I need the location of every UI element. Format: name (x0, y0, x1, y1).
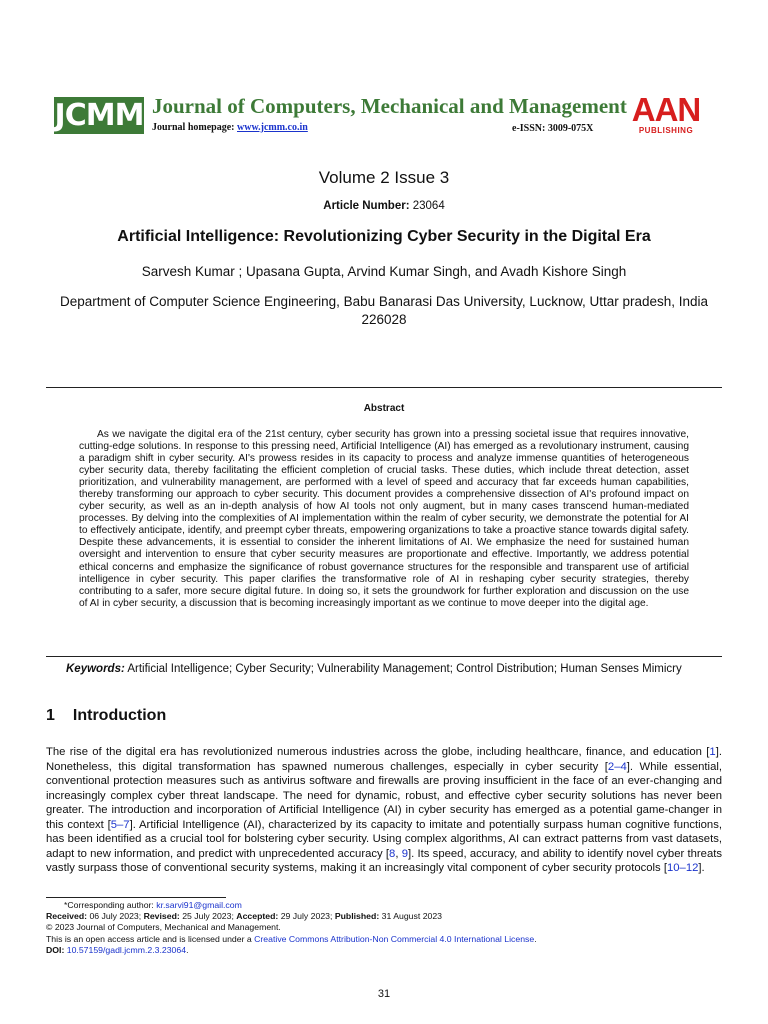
keywords-text: Artificial Intelligence; Cyber Security; Vulnerability Management; Control Distribution; Human Senses Mimicry (127, 663, 682, 675)
doi-label: DOI: (46, 944, 65, 955)
accepted-label: Accepted: (236, 911, 279, 922)
footnote-rule (46, 897, 226, 898)
abstract-text: As we navigate the digital era of the 21st century, cyber security has grown into a pressing societal issue that requires innovative, cutting-edge solutions. In response to this pressing need, Artificial Intelligence (AI) has emerged as a revolutionary instrument, causing a paradigm shift in cyber security. AI's prowess resides in its capacity to process and analyze immense quantities of heterogeneous cyber security data, thereby facilitating the efficient completion of crucial tasks. These duties, which include threat detection, asset prioritization, and vulnerability management, are performed with a level of speed and accuracy that far exceeds human capabilities, thereby transforming our approach to cyber security. This document provides a comprehensive dissection of AI's profound impact on cyber security, as well as an in-depth analysis of how AI tools not only augment, but in many cases transcend human-mediated processes. By delving into the complexities of AI implementation within the realm of cyber security, we demonstrate the potential for AI to effectively anticipate, identify, and preempt cyber threats, empowering organizations to take a proactive stance towards digital safety. Despite these advancements, it is essential to consider the inherent limitations of AI. We emphasize the need for sustained human oversight and intervention to ensure that cyber security measures are proportionate and effective. Importantly, we address potential ethical concerns and emphasize the significance of robust governance structures for the responsible and transparent use of artificial intelligence in cyber security. This paper clarifies the transformative role of AI in reshaping cyber security strategies, thereby contributing to a safer, more secure digital future. In doing so, it sets the groundwork for further exploration and discussion on the use of AI in cyber security, a discussion that is becoming increasingly important as we continue to move deeper into the digital age. (79, 429, 689, 609)
journal-title: Journal of Computers, Mechanical and Management (152, 94, 627, 118)
citation-link[interactable]: 8 (389, 847, 396, 860)
citation-link[interactable]: 2–4 (607, 760, 627, 773)
publisher-logo (626, 91, 706, 135)
doi-end: . (186, 944, 189, 955)
intro-text: ]. Artificial Intelligence (AI), characterized by its capacity to imitate and potentially surpass human cognitive functions, has been identified as a crucial tool for bolstering cyber security. Using complex algorithms, AI can extract patterns from vast datasets, adapt to new information, and predict with unprecedented accuracy [ (46, 818, 722, 860)
license-end: . (534, 933, 537, 944)
eissn: e-ISSN: 3009-075X (512, 123, 594, 134)
corresponding-email-link[interactable]: kr.sarvi91@gmail.com (156, 900, 242, 910)
footnotes (46, 900, 722, 956)
article-number-label: Article Number: (323, 200, 410, 212)
affiliation: Department of Computer Science Engineering, Babu Banarasi Das University, Lucknow, Uttar pradesh, India 226028 (59, 294, 709, 327)
article-number-value: 23064 (412, 200, 445, 212)
page-number: 31 (377, 988, 391, 1000)
doi-link[interactable]: 10.57159/gadl.jcmm.2.3.23064 (64, 944, 187, 955)
section-title: Introduction (72, 707, 167, 724)
homepage-link[interactable]: www.jcmm.co.in (237, 122, 308, 133)
homepage-label: Journal homepage: (152, 122, 237, 133)
corresponding-author (46, 900, 722, 911)
author-list: Sarvesh Kumar ; Upasana Gupta, Arvind Kumar Singh, and Avadh Kishore Singh (141, 264, 627, 279)
citation-link[interactable]: 5–7 (110, 818, 130, 831)
received-date: 06 July 2023; (87, 911, 144, 922)
article-title: Artificial Intelligence: Revolutionizing Cyber Security in the Digital Era (117, 228, 651, 245)
corresponding-author-label: *Corresponding author: (64, 900, 157, 910)
citation-link[interactable]: 10–12 (666, 862, 699, 874)
introduction-paragraph (46, 745, 722, 876)
intro-text: ]. (698, 862, 705, 874)
copyright: © 2023 Journal of Computers, Mechanical and Management. (46, 922, 281, 933)
section-number: 1 (46, 707, 55, 724)
keywords-label: Keywords: (66, 663, 125, 675)
citation-link[interactable]: 1 (709, 746, 716, 758)
intro-text: ]. While essential, conventional protection measures such as antivirus software and firewalls are proving insufficient in the face of an ever-changing and increasingly complex cyber threat landscape. The need for dynamic, robust, and effective cyber security solutions has never been greater. The introduction and incorporation of Artificial Intelligence (AI) in cyber security has emerged as a potential game-changer in this context [ (46, 760, 722, 831)
license-text: This is an open access article and is licensed under a (46, 933, 255, 944)
abstract-heading: Abstract (363, 403, 405, 414)
published-date: 31 August 2023 (379, 911, 443, 922)
intro-text: The rise of the digital era has revolutionized numerous industries across the globe, including healthcare, finance, and education [ (46, 746, 710, 758)
accepted-date: 29 July 2023; (278, 911, 335, 922)
revised-date: 25 July 2023; (179, 911, 237, 922)
article-number (0, 200, 768, 212)
intro-text: ]. Nonetheless, this digital transformation has spawned numerous challenges, especially in cyber security [ (46, 746, 722, 773)
keywords-rule (46, 656, 722, 657)
received-label: Received: (46, 911, 88, 922)
volume-issue: Volume 2 Issue 3 (318, 168, 450, 187)
keywords (66, 663, 682, 675)
license-link[interactable]: Creative Commons Attribution-Non Commercial 4.0 International License (254, 933, 535, 944)
article-dates (46, 911, 722, 922)
doi (46, 945, 722, 956)
journal-logo: JCMM (54, 98, 144, 133)
intro-text: ]. Its speed, accuracy, and ability to identify novel cyber threats vastly surpass those of conventional security systems, making it an increasingly vital component of cyber security protocols [ (46, 847, 723, 874)
license (46, 934, 722, 945)
section-heading-introduction (46, 707, 166, 725)
abstract-top-rule (46, 387, 722, 388)
publisher-logo-main: AAN (631, 91, 701, 128)
citation-link[interactable]: 9 (401, 847, 409, 860)
published-label: Published: (334, 911, 380, 922)
journal-homepage (152, 122, 308, 133)
revised-label: Revised: (143, 911, 180, 922)
publisher-logo-sub: PUBLISHING (638, 126, 694, 135)
intro-text: , (395, 847, 402, 860)
